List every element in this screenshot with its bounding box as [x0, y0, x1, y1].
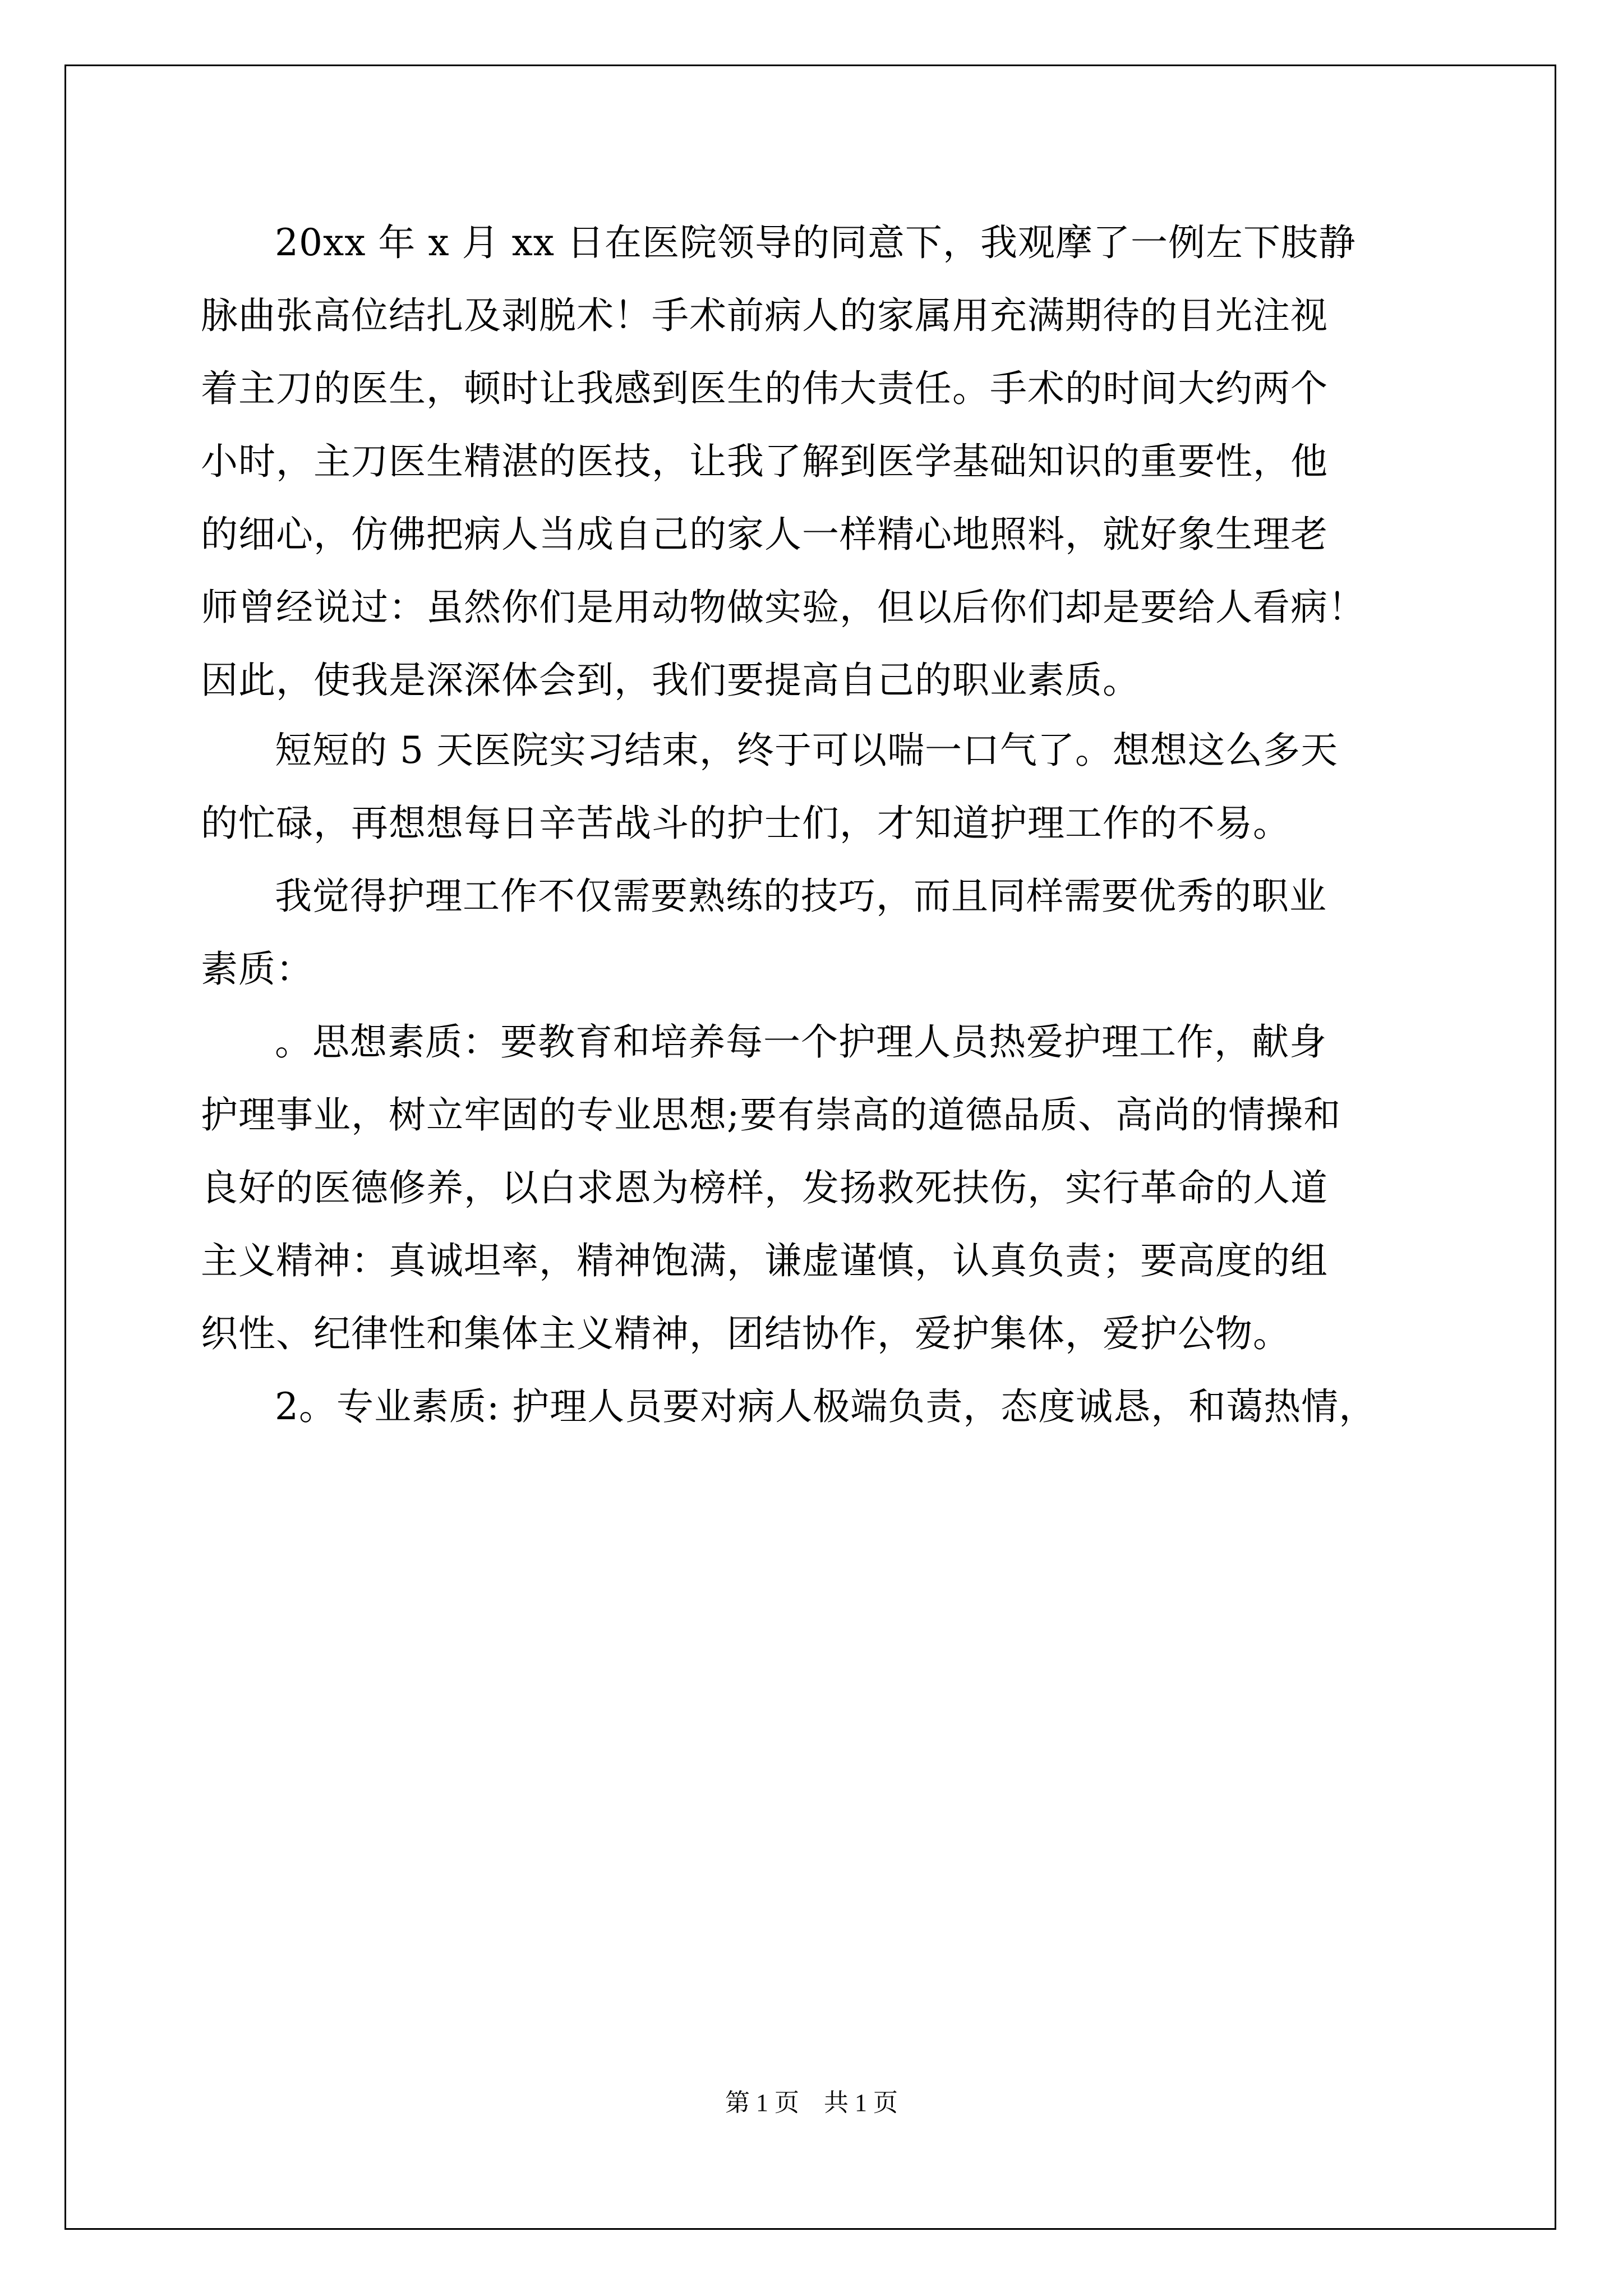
text-line: 主义精神：真诚坦率，精神饱满，谦虚谨慎，认真负责；要高度的组 — [201, 1239, 1328, 1282]
text-line: 短短的 5 天医院实习结束，终于可以喘一口气了。想想这么多天 — [275, 729, 1338, 772]
text-line: 2。专业素质: 护理人员要对病人极端负责，态度诚恳，和蔼热情， — [275, 1385, 1377, 1428]
text-line: 小时，主刀医生精湛的医技，让我了解到医学基础知识的重要性，他 — [201, 440, 1328, 483]
page-number-footer: 第 1 页 共 1 页 — [725, 2089, 898, 2116]
text-line: 师曾经说过：虽然你们是用动物做实验，但以后你们却是要给人看病！ — [201, 586, 1366, 629]
text-line: 的细心，仿佛把病人当成自己的家人一样精心地照料，就好象生理老 — [201, 513, 1328, 556]
text-line: 素质： — [201, 947, 313, 991]
text-line: 良好的医德修养，以白求恩为榜样，发扬救死扶伤，实行革命的人道 — [201, 1166, 1328, 1209]
text-line: 脉曲张高位结扎及剥脱术！手术前病人的家属用充满期待的目光注视 — [201, 294, 1328, 337]
text-line: 护理事业，树立牢固的专业思想;要有崇高的道德品质、高尚的情操和 — [201, 1093, 1341, 1137]
text-line: 我觉得护理工作不仅需要熟练的技巧，而且同样需要优秀的职业 — [275, 875, 1327, 918]
text-line: 。思想素质：要教育和培养每一个护理人员热爱护理工作，献身 — [275, 1020, 1327, 1064]
text-line: 的忙碌，再想想每日辛苦战斗的护士们，才知道护理工作的不易。 — [201, 802, 1290, 845]
text-line: 因此，使我是深深体会到，我们要提高自己的职业素质。 — [201, 659, 1140, 702]
text-line: 织性、纪律性和集体主义精神，团结协作，爱护集体，爱护公物。 — [201, 1312, 1290, 1355]
text-line: 20xx 年 x 月 xx 日在医院领导的同意下，我观摩了一例左下肢静 — [275, 221, 1356, 264]
text-line: 着主刀的医生，顿时让我感到医生的伟大责任。手术的时间大约两个 — [201, 367, 1328, 410]
